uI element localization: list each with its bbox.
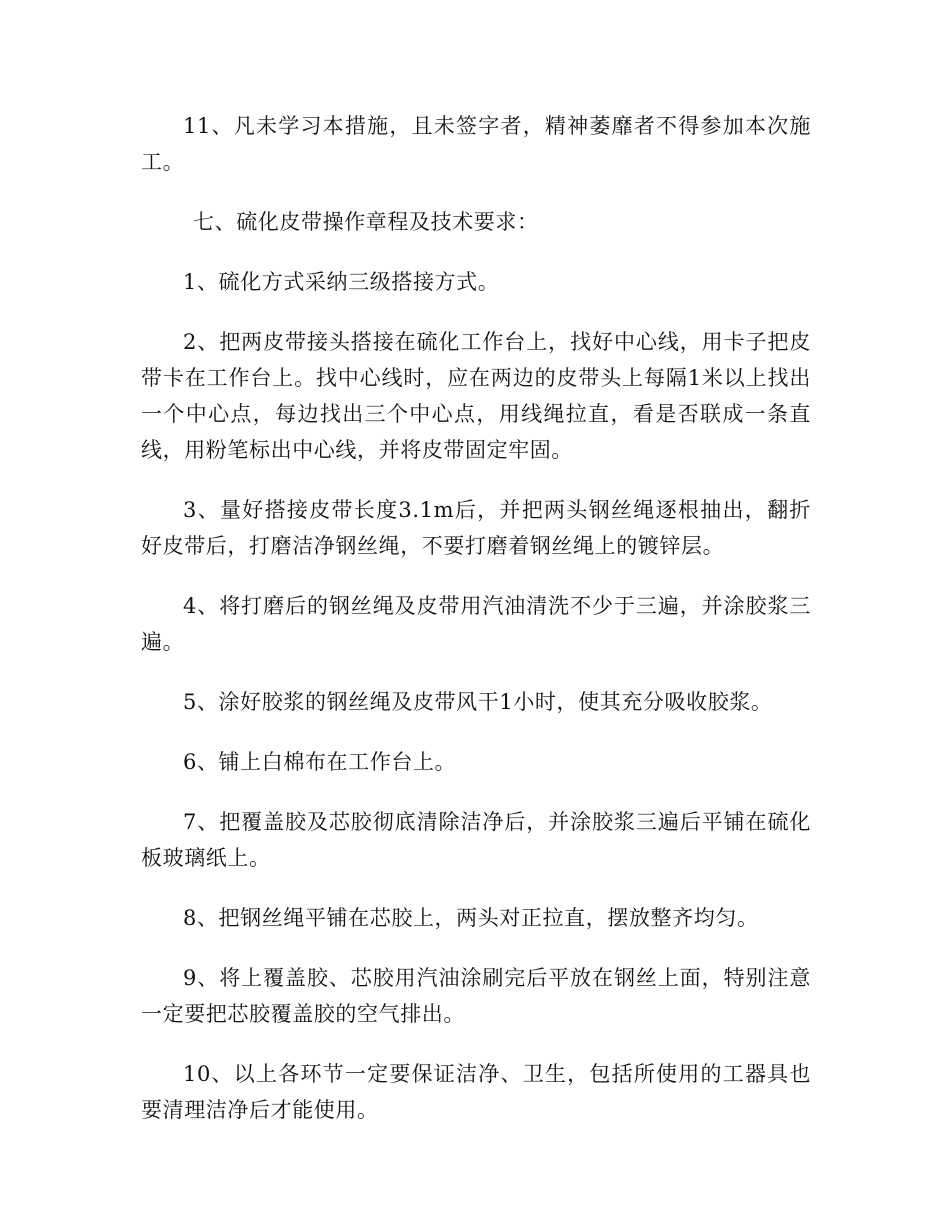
document-body: [141, 108, 811, 1152]
paragraph-item-6: 6、铺上白棉布在工作台上。: [183, 750, 457, 774]
paragraph-item-8: 8、把钢丝绳平铺在芯胶上，两头对正拉直，摆放整齐均匀。: [183, 906, 759, 930]
paragraph-item-7: 7、把覆盖胶及芯胶彻底清除洁净后，并涂胶浆三遍后平铺在硫化板玻璃纸上。: [141, 810, 811, 870]
paragraph-item-1: 1、硫化方式采纳三级搭接方式。: [183, 270, 500, 294]
paragraph-item-11: 11、凡未学习本措施，且未签字者，精神萎靡者不得参加本次施工。: [141, 114, 811, 174]
paragraph-item-3: 3、量好搭接皮带长度3.1m后，并把两头钢丝绳逐根抽出，翻折好皮带后，打磨洁净钢丝绳，不要打磨着钢丝绳上的镀锌层。: [141, 498, 811, 558]
paragraph-item-5: 5、涂好胶浆的钢丝绳及皮带风干1小时，使其充分吸收胶浆。: [183, 690, 773, 714]
paragraph-item-2: 2、把两皮带接头搭接在硫化工作台上，找好中心线，用卡子把皮带卡在工作台上。找中心线时，应在两边的皮带头上每隔1米以上找出一个中心点，每边找出三个中心点，用线绳拉直，看是否联成一条直线，用粉笔标出中心线，并将皮带固定牢固。: [141, 330, 811, 462]
paragraph-item-4: 4、将打磨后的钢丝绳及皮带用汽油清洗不少于三遍，并涂胶浆三遍。: [141, 594, 811, 654]
paragraph-item-10: 10、以上各环节一定要保证洁净、卫生，包括所使用的工器具也要清理洁净后才能使用。: [141, 1062, 811, 1122]
section-heading-7: 七、硫化皮带操作章程及技术要求：: [193, 210, 539, 234]
paragraph-item-9: 9、将上覆盖胶、芯胶用汽油涂刷完后平放在钢丝上面，特别注意一定要把芯胶覆盖胶的空气排出。: [141, 966, 811, 1026]
